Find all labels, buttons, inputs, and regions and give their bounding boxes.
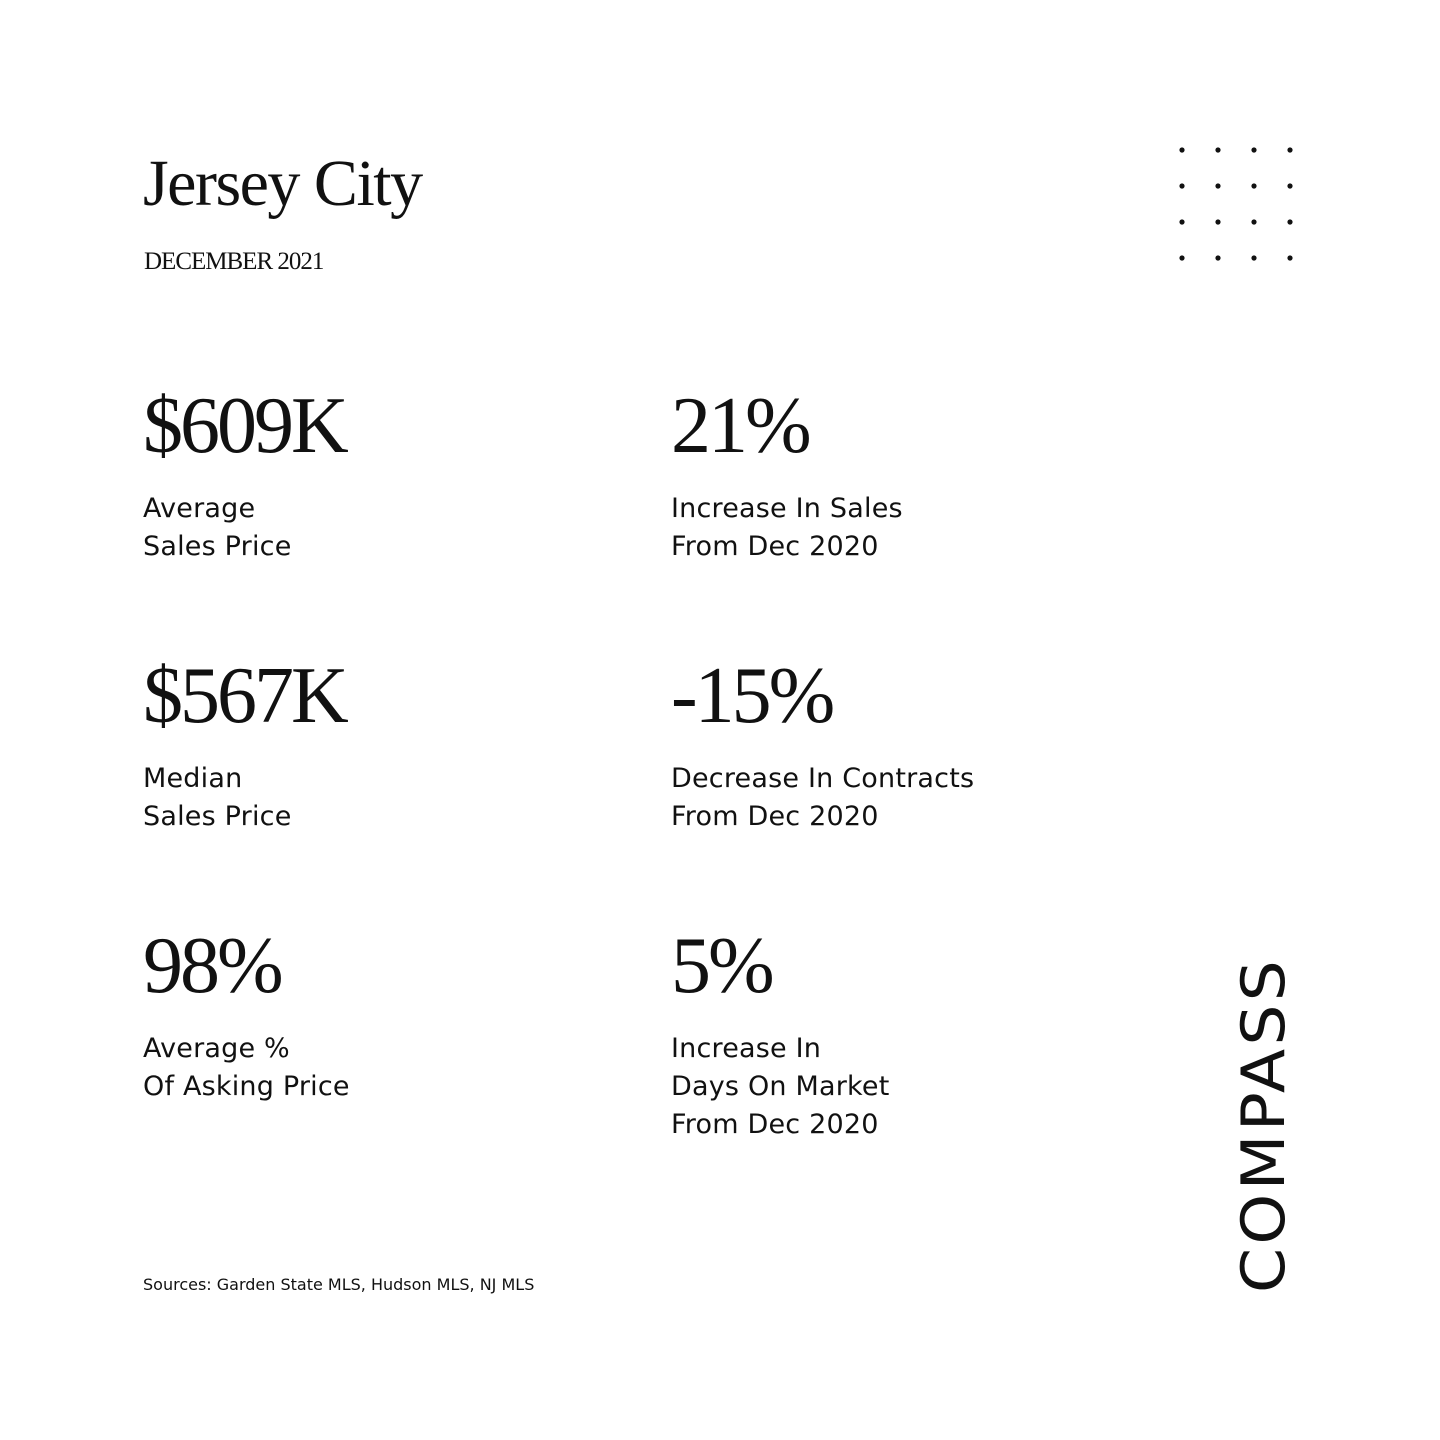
dot-grid-icon xyxy=(1174,142,1298,266)
compass-logo xyxy=(1229,955,1299,1295)
stat-label-line: Median xyxy=(143,763,243,794)
stat-label xyxy=(143,760,346,836)
stat-average-asking-price xyxy=(143,921,350,1106)
stat-value: 5% xyxy=(671,922,772,1010)
stat-average-sales-price xyxy=(143,381,346,566)
compass-logo-text: COMPASS xyxy=(1229,981,1299,1293)
stat-sales-increase xyxy=(671,381,903,566)
stat-label-line: Average xyxy=(143,493,256,524)
sources-note: Sources: Garden State MLS, Hudson MLS, NJ MLS xyxy=(143,1275,535,1294)
stat-label-line: From Dec 2020 xyxy=(671,1109,879,1140)
stat-label xyxy=(671,1030,890,1144)
stat-label-line: Increase In Sales xyxy=(671,493,903,524)
stat-label-line: Sales Price xyxy=(143,531,292,562)
stat-value: 98% xyxy=(143,922,281,1010)
stat-label-line: Sales Price xyxy=(143,801,292,832)
stat-contracts-decrease xyxy=(671,651,974,836)
page-title: Jersey City xyxy=(143,147,422,220)
stat-label xyxy=(671,490,903,566)
stat-value: $609K xyxy=(143,382,346,470)
stat-label xyxy=(671,760,974,836)
report-period: DECEMBER 2021 xyxy=(144,248,324,275)
stat-label xyxy=(143,490,346,566)
stat-label-line: Increase In xyxy=(671,1033,822,1064)
stat-label-line: Average % xyxy=(143,1033,290,1064)
stat-days-on-market xyxy=(671,921,890,1144)
stat-label-line: Days On Market xyxy=(671,1071,890,1102)
stat-label-line: From Dec 2020 xyxy=(671,531,879,562)
stat-label-line: Decrease In Contracts xyxy=(671,763,975,794)
stat-label-line: From Dec 2020 xyxy=(671,801,879,832)
stat-value: 21% xyxy=(671,382,809,470)
stat-value: $567K xyxy=(143,652,346,740)
stat-label xyxy=(143,1030,350,1106)
stat-median-sales-price xyxy=(143,651,346,836)
stat-value: -15% xyxy=(671,652,833,740)
stat-label-line: Of Asking Price xyxy=(143,1071,350,1102)
